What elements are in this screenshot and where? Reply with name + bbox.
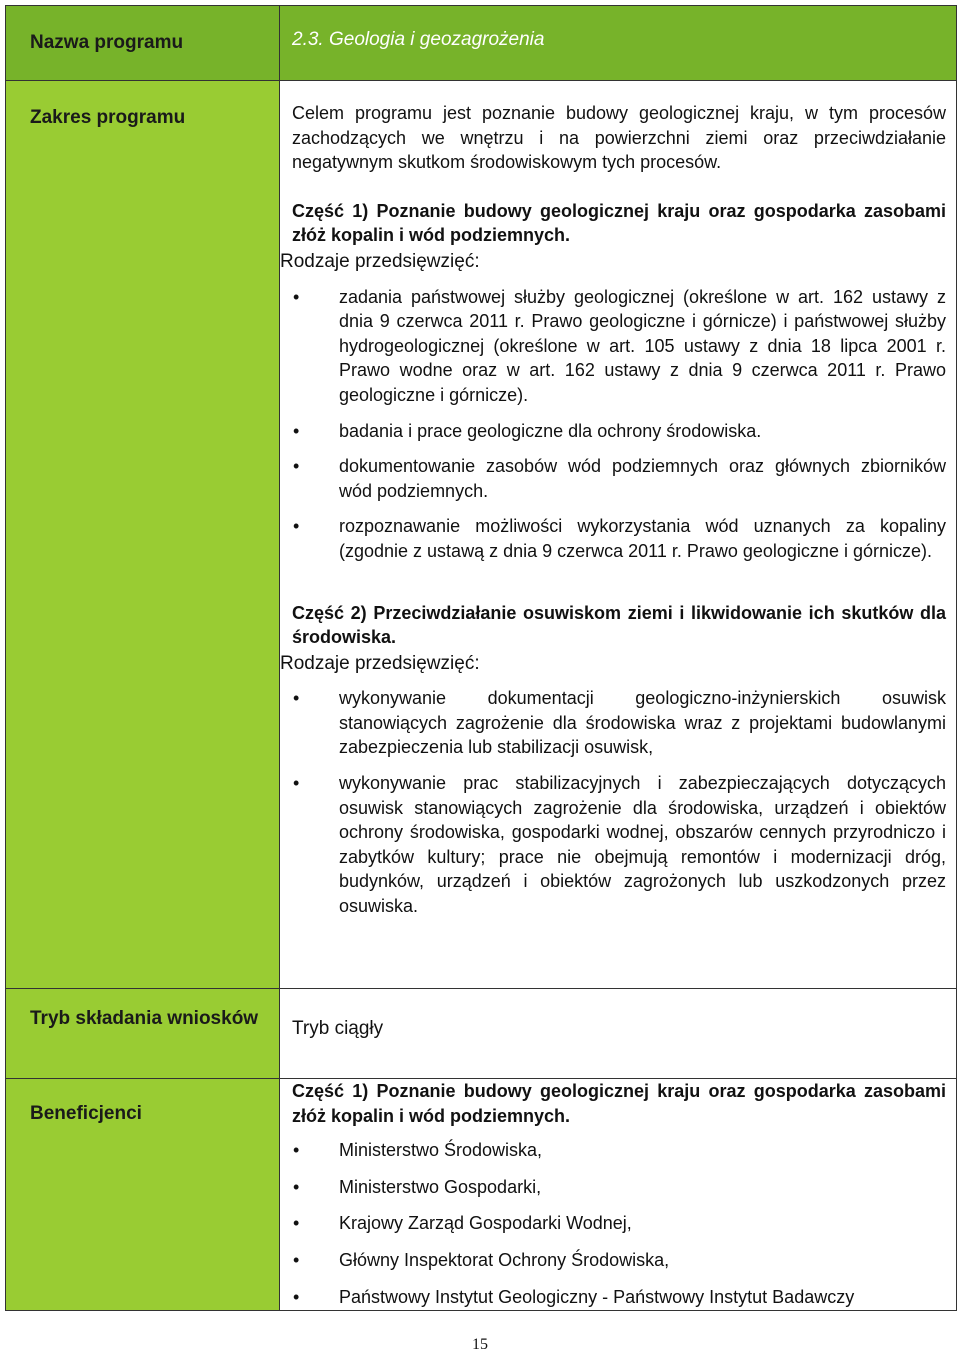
part2-heading: Część 2) Przeciwdziałanie osuwiskom ziemi i likwidowanie ich skutków dla środowiska.	[292, 602, 946, 648]
list-item: • Krajowy Zarząd Gospodarki Wodnej,	[292, 1211, 946, 1236]
beneficiaries-heading: Część 1) Poznanie budowy geologicznej kraju oraz gospodarka zasobami złóż kopalin i wód podziemnych.	[292, 1081, 946, 1126]
list-item: • dokumentowanie zasobów wód podziemnych oraz głównych zbiorników wód podziemnych.	[292, 454, 946, 503]
list-item: • wykonywanie dokumentacji geologiczno-inżynierskich osuwisk stanowiących zagrożenie dla środowiska wraz z projektami budowlanymi zabezpieczenia lub stabilizacji osuwisk,	[292, 686, 946, 760]
list-item: • Ministerstwo Środowiska,	[292, 1138, 946, 1163]
scope-intro: Celem programu jest poznanie budowy geologicznej kraju, w tym procesów zachodzących we wnętrzu i na powierzchni ziemi oraz przeciwdziałanie negatywnym skutkom środowiskowym tych procesów.	[292, 103, 946, 173]
submission-label: Tryb składania wniosków	[6, 989, 280, 1079]
page-number: 15	[472, 1336, 488, 1353]
part1-list	[292, 285, 946, 564]
list-item: • Ministerstwo Gospodarki,	[292, 1175, 946, 1200]
row-program-name	[6, 6, 957, 81]
list-item: • badania i prace geologiczne dla ochrony środowiska.	[292, 419, 946, 444]
list-item: • zadania państwowej służby geologicznej (określone w art. 162 ustawy z dnia 9 czerwca 2011 r. Prawo geologiczne i górnicze) i państwowej służby hydrogeologicznej (określone w art. 105 ustawy z dnia 18 lipca 2001 r. Prawo wodne oraz w art. 162 ustawy z dnia 9 czerwca 2011 r. Prawo geologiczne i górnicze).	[292, 285, 946, 408]
list-item: • wykonywanie prac stabilizacyjnych i zabezpieczających dotyczących osuwisk stanowiących zagrożenie dla środowiska, urządzeń i obiektów ochrony środowiska, gospodarki wodnej, obszarów cennych przyrodniczo i zabytków kultury; prace nie obejmują remontów i modernizacji dróg, budynków, urządzeń i obiektów zagrożonych lub uszkodzonych przez osuwiska.	[292, 771, 946, 919]
beneficiaries-list	[292, 1138, 946, 1309]
beneficiaries-content	[280, 1079, 957, 1311]
list-item: • Główny Inspektorat Ochrony Środowiska,	[292, 1248, 946, 1273]
list-item: • Państwowy Instytut Geologiczny - Państwowy Instytut Badawczy	[292, 1285, 946, 1310]
program-table	[5, 5, 957, 1311]
part1-heading: Część 1) Poznanie budowy geologicznej kraju oraz gospodarka zasobami złóż kopalin i wód podziemnych.	[292, 200, 946, 246]
submission-value: Tryb ciągły	[280, 989, 957, 1079]
part2-list	[292, 686, 946, 918]
part2-types-label: Rodzaje przedsięwzięć:	[280, 652, 480, 674]
row-submission	[6, 989, 957, 1079]
scope-label: Zakres programu	[6, 81, 280, 989]
beneficiaries-label: Beneficjenci	[6, 1079, 280, 1311]
row-scope	[6, 81, 957, 989]
part1-types-label: Rodzaje przedsięwzięć:	[280, 250, 480, 272]
scope-content	[280, 81, 957, 989]
row-beneficiaries	[6, 1079, 957, 1311]
program-name-label: Nazwa programu	[6, 6, 280, 81]
list-item: • rozpoznawanie możliwości wykorzystania wód uznanych za kopaliny (zgodnie z ustawą z dnia 9 czerwca 2011 r. Prawo geologiczne i górnicze).	[292, 514, 946, 563]
program-name-value: 2.3. Geologia i geozagrożenia	[280, 6, 957, 81]
